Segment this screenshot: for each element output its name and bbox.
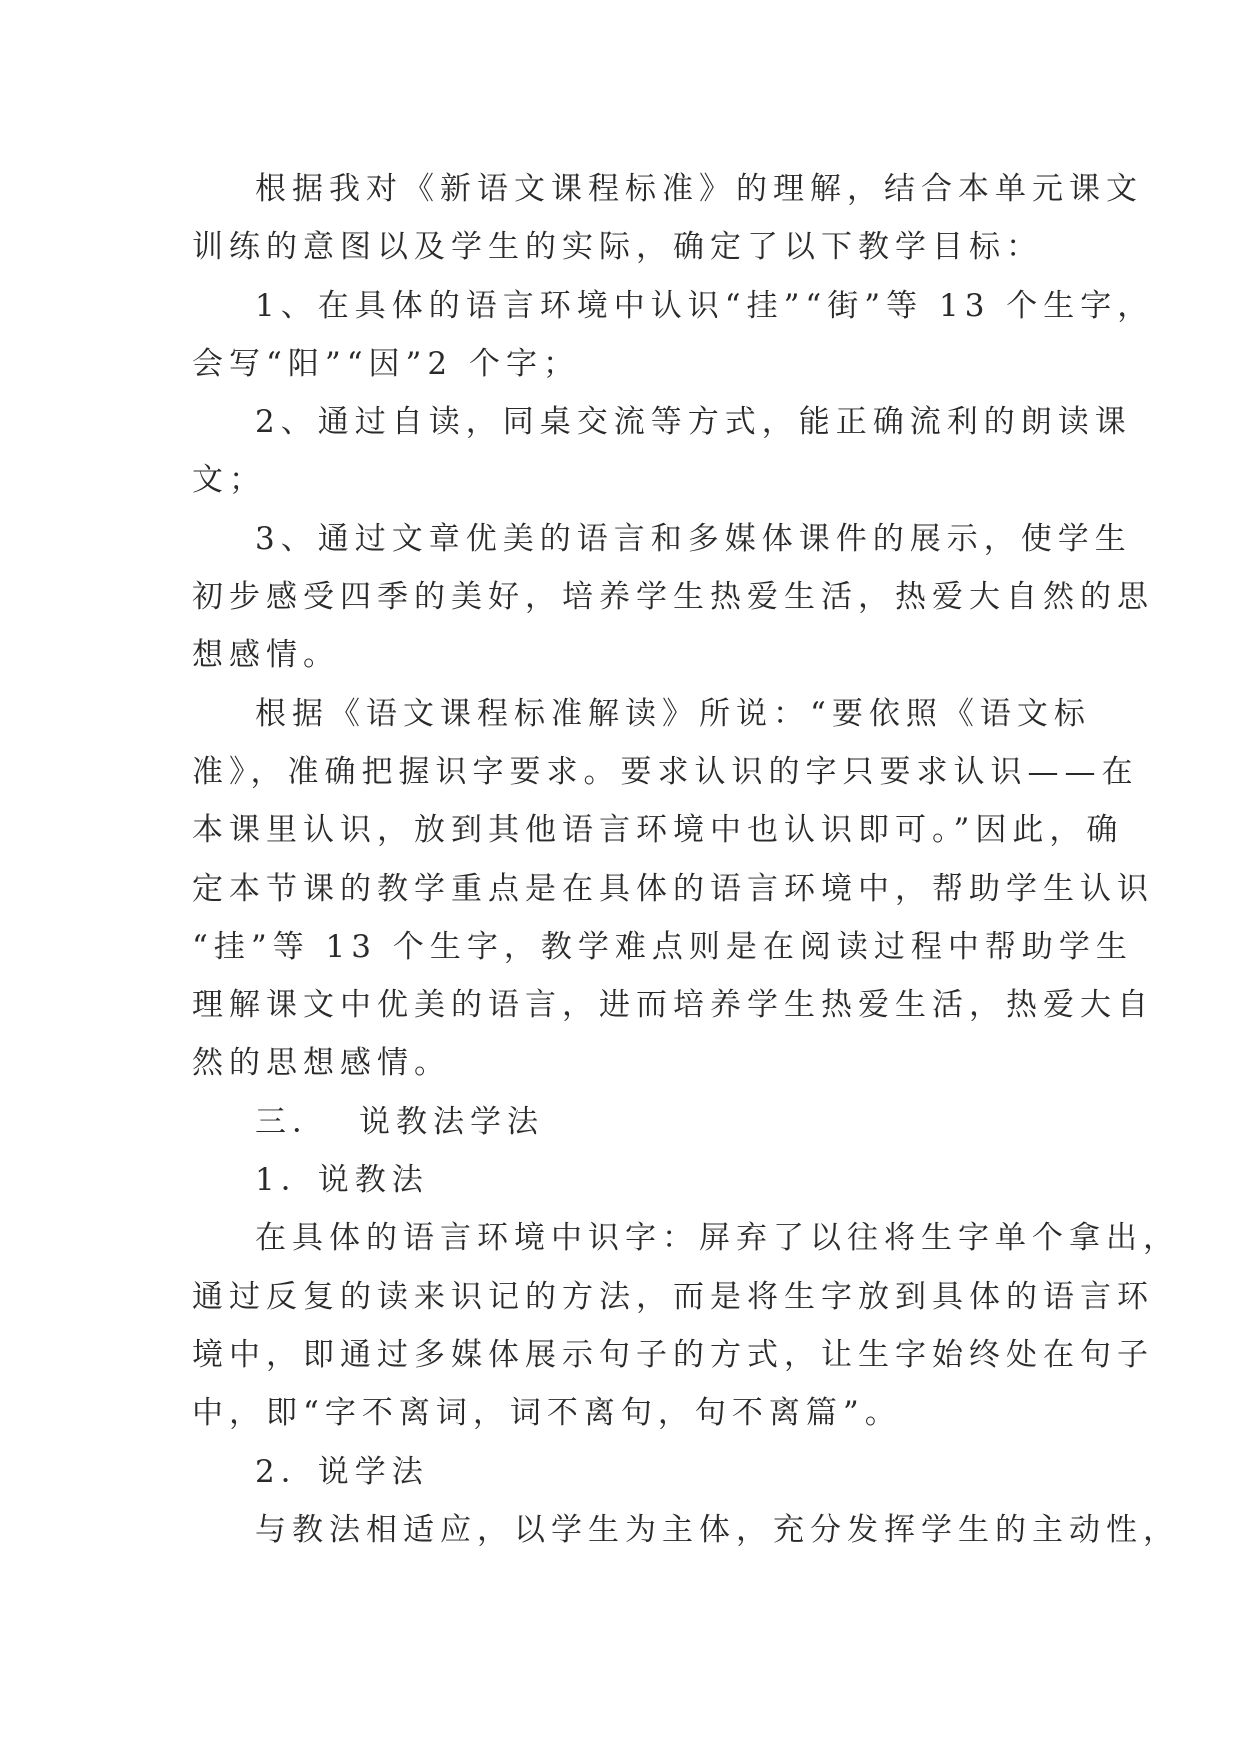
teaching-method-line: 在具体的语言环境中识字：屏弃了以往将生字单个拿出， (255, 1220, 1180, 1257)
teaching-method-line: 中，即“字不离词，词不离句，句不离篇”。 (192, 1395, 902, 1432)
objective-2-line: 文； (192, 462, 266, 499)
section-three-heading (192, 1093, 1057, 1151)
paragraph-line: “挂”等 13 个生字，教学难点则是在阅读过程中帮助学生 (192, 928, 1133, 965)
document-body (192, 160, 1180, 1559)
objective-1-line: 会写“阳”“因”2 个字； (192, 345, 580, 382)
objective-2-line: 2、通过自读，同桌交流等方式，能正确流利的朗读课 (255, 404, 1132, 441)
paragraph-line: 理解课文中优美的语言，进而培养学生热爱生活，热爱大自 (192, 987, 1154, 1024)
paragraph-line: 根据《语文课程标准解读》所说：“要依照《语文标 (255, 695, 1091, 732)
section-title: 说教法学法 (359, 1103, 544, 1140)
objective-1-line: 1、在具体的语言环境中认识“挂”“街”等 13 个生字， (255, 287, 1155, 324)
objective-3-line: 初步感受四季的美好，培养学生热爱生活，热爱大自然的思 (192, 579, 1154, 616)
paragraph-line: 然的思想感情。 (192, 1045, 451, 1082)
teaching-method-line: 通过反复的读来识记的方法，而是将生字放到具体的语言环 (192, 1278, 1154, 1315)
objective-3-line: 3、通过文章优美的语言和多媒体课件的展示，使学生 (255, 520, 1132, 557)
paragraph-line: 本课里认识，放到其他语言环境中也认识即可。”因此，确 (192, 812, 1124, 849)
paragraph-line: 训练的意图以及学生的实际，确定了以下教学目标： (192, 229, 1043, 266)
objective-3-line: 想感情。 (192, 637, 340, 674)
subsection-2-heading: 2．说学法 (255, 1453, 429, 1490)
section-number: 三． (255, 1103, 329, 1140)
paragraph-line: 根据我对《新语文课程标准》的理解，结合本单元课文 (255, 171, 1143, 207)
teaching-method-line: 境中，即通过多媒体展示句子的方式，让生字始终处在句子 (192, 1336, 1154, 1373)
paragraph-line: 定本节课的教学重点是在具体的语言环境中，帮助学生认识 (192, 870, 1154, 907)
learning-method-line: 与教法相适应，以学生为主体，充分发挥学生的主动性， (255, 1511, 1180, 1548)
paragraph-line: 准》，准确把握识字要求。要求认识的字只要求认识——在 (192, 753, 1139, 790)
subsection-1-heading: 1．说教法 (255, 1162, 429, 1199)
